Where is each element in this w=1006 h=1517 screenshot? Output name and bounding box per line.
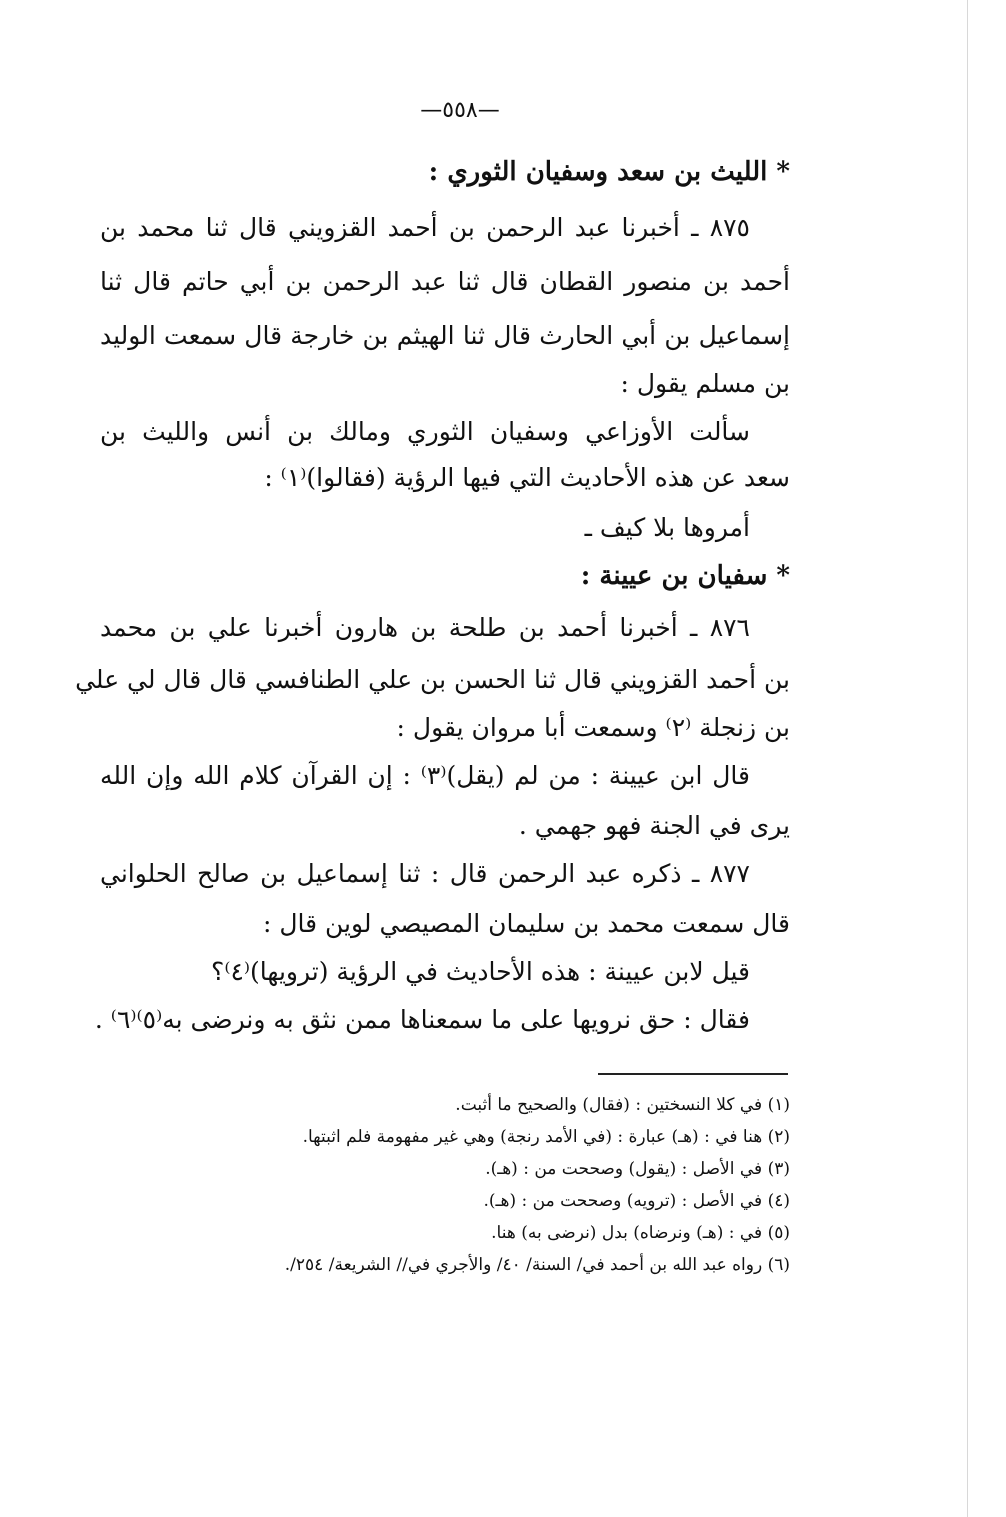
hadith-875-line-3: إسماعيل بن أبي الحارث قال ثنا الهيثم بن خارجة قال سمعت الوليد [100,321,790,350]
footnote-2: (٢) هنا في : (هـ) عبارة : (في الأمد رنجة) وهي غير مفهومة فلم اثبتها. [302,1127,790,1147]
hadith-876-quote-line-1: قال ابن عيينة : من لم (يقل)⁽٣⁾ : إن القرآن كلام الله وإن الله [100,761,750,790]
page-edge-line [967,0,968,1517]
hadith-877-quote-line-1: قيل لابن عيينة : هذه الأحاديث في الرؤية (ترويها)⁽٤⁾؟ [211,957,750,986]
hadith-875-quote-line-2: سعد عن هذه الأحاديث التي فيها الرؤية (فقالوا)⁽١⁾ : [264,463,790,492]
hadith-877-quote-line-2: فقال : حق نرويها على ما سمعناها ممن نثق به ونرضى به⁽٥⁾⁽٦⁾ . [94,1005,750,1034]
section-heading-ibn-uyayna: * سفيان بن عيينة : [580,561,790,591]
footnote-4: (٤) في الأصل : (ترويه) وصححت من : (هـ). [483,1191,790,1211]
hadith-876-line-1: ٨٧٦ ـ أخبرنا أحمد بن طلحة بن هارون أخبرنا علي بن محمد [100,613,750,642]
hadith-875-quote-line-3: أمروها بلا كيف ـ [584,513,750,542]
hadith-875-line-4: بن مسلم يقول : [620,369,790,398]
hadith-876-line-3: بن زنجلة ⁽٢⁾ وسمعت أبا مروان يقول : [396,713,790,742]
hadith-875-quote-line-1: سألت الأوزاعي وسفيان الثوري ومالك بن أنس والليث بن [100,417,750,446]
hadith-876-line-2: بن أحمد القزويني قال ثنا الحسن بن علي الطنافسي قال قال لي علي [75,665,790,694]
footnote-6: (٦) رواه عبد الله بن أحمد في/ السنة/ ٤٠/ والأجري في// الشريعة/ ٢٥٤/. [284,1255,790,1275]
page-number: —٥٥٨— [420,98,500,123]
section-heading-laith-thawri: * الليث بن سعد وسفيان الثوري : [428,157,790,187]
hadith-876-quote-line-2: يرى في الجنة فهو جهمي . [518,811,790,840]
hadith-877-line-1: ٨٧٧ ـ ذكره عبد الرحمن قال : ثنا إسماعيل بن صالح الحلواني [100,859,750,888]
hadith-875-line-1: ٨٧٥ ـ أخبرنا عبد الرحمن بن أحمد القزويني قال ثنا محمد بن [100,213,750,242]
footnote-3: (٣) في الأصل : (يقول) وصححت من : (هـ). [485,1159,790,1179]
hadith-875-line-2: أحمد بن منصور القطان قال ثنا عبد الرحمن بن أبي حاتم قال ثنا [100,267,790,296]
footnote-1: (١) في كلا النسختين : (فقال) والصحيح ما أثبت. [455,1095,790,1115]
footnote-5: (٥) في : (هـ) ونرضاه) بدل (نرضى به) هنا. [491,1223,790,1243]
hadith-877-line-2: قال سمعت محمد بن سليمان المصيصي لوين قال : [262,909,790,938]
footnote-separator [598,1073,788,1075]
